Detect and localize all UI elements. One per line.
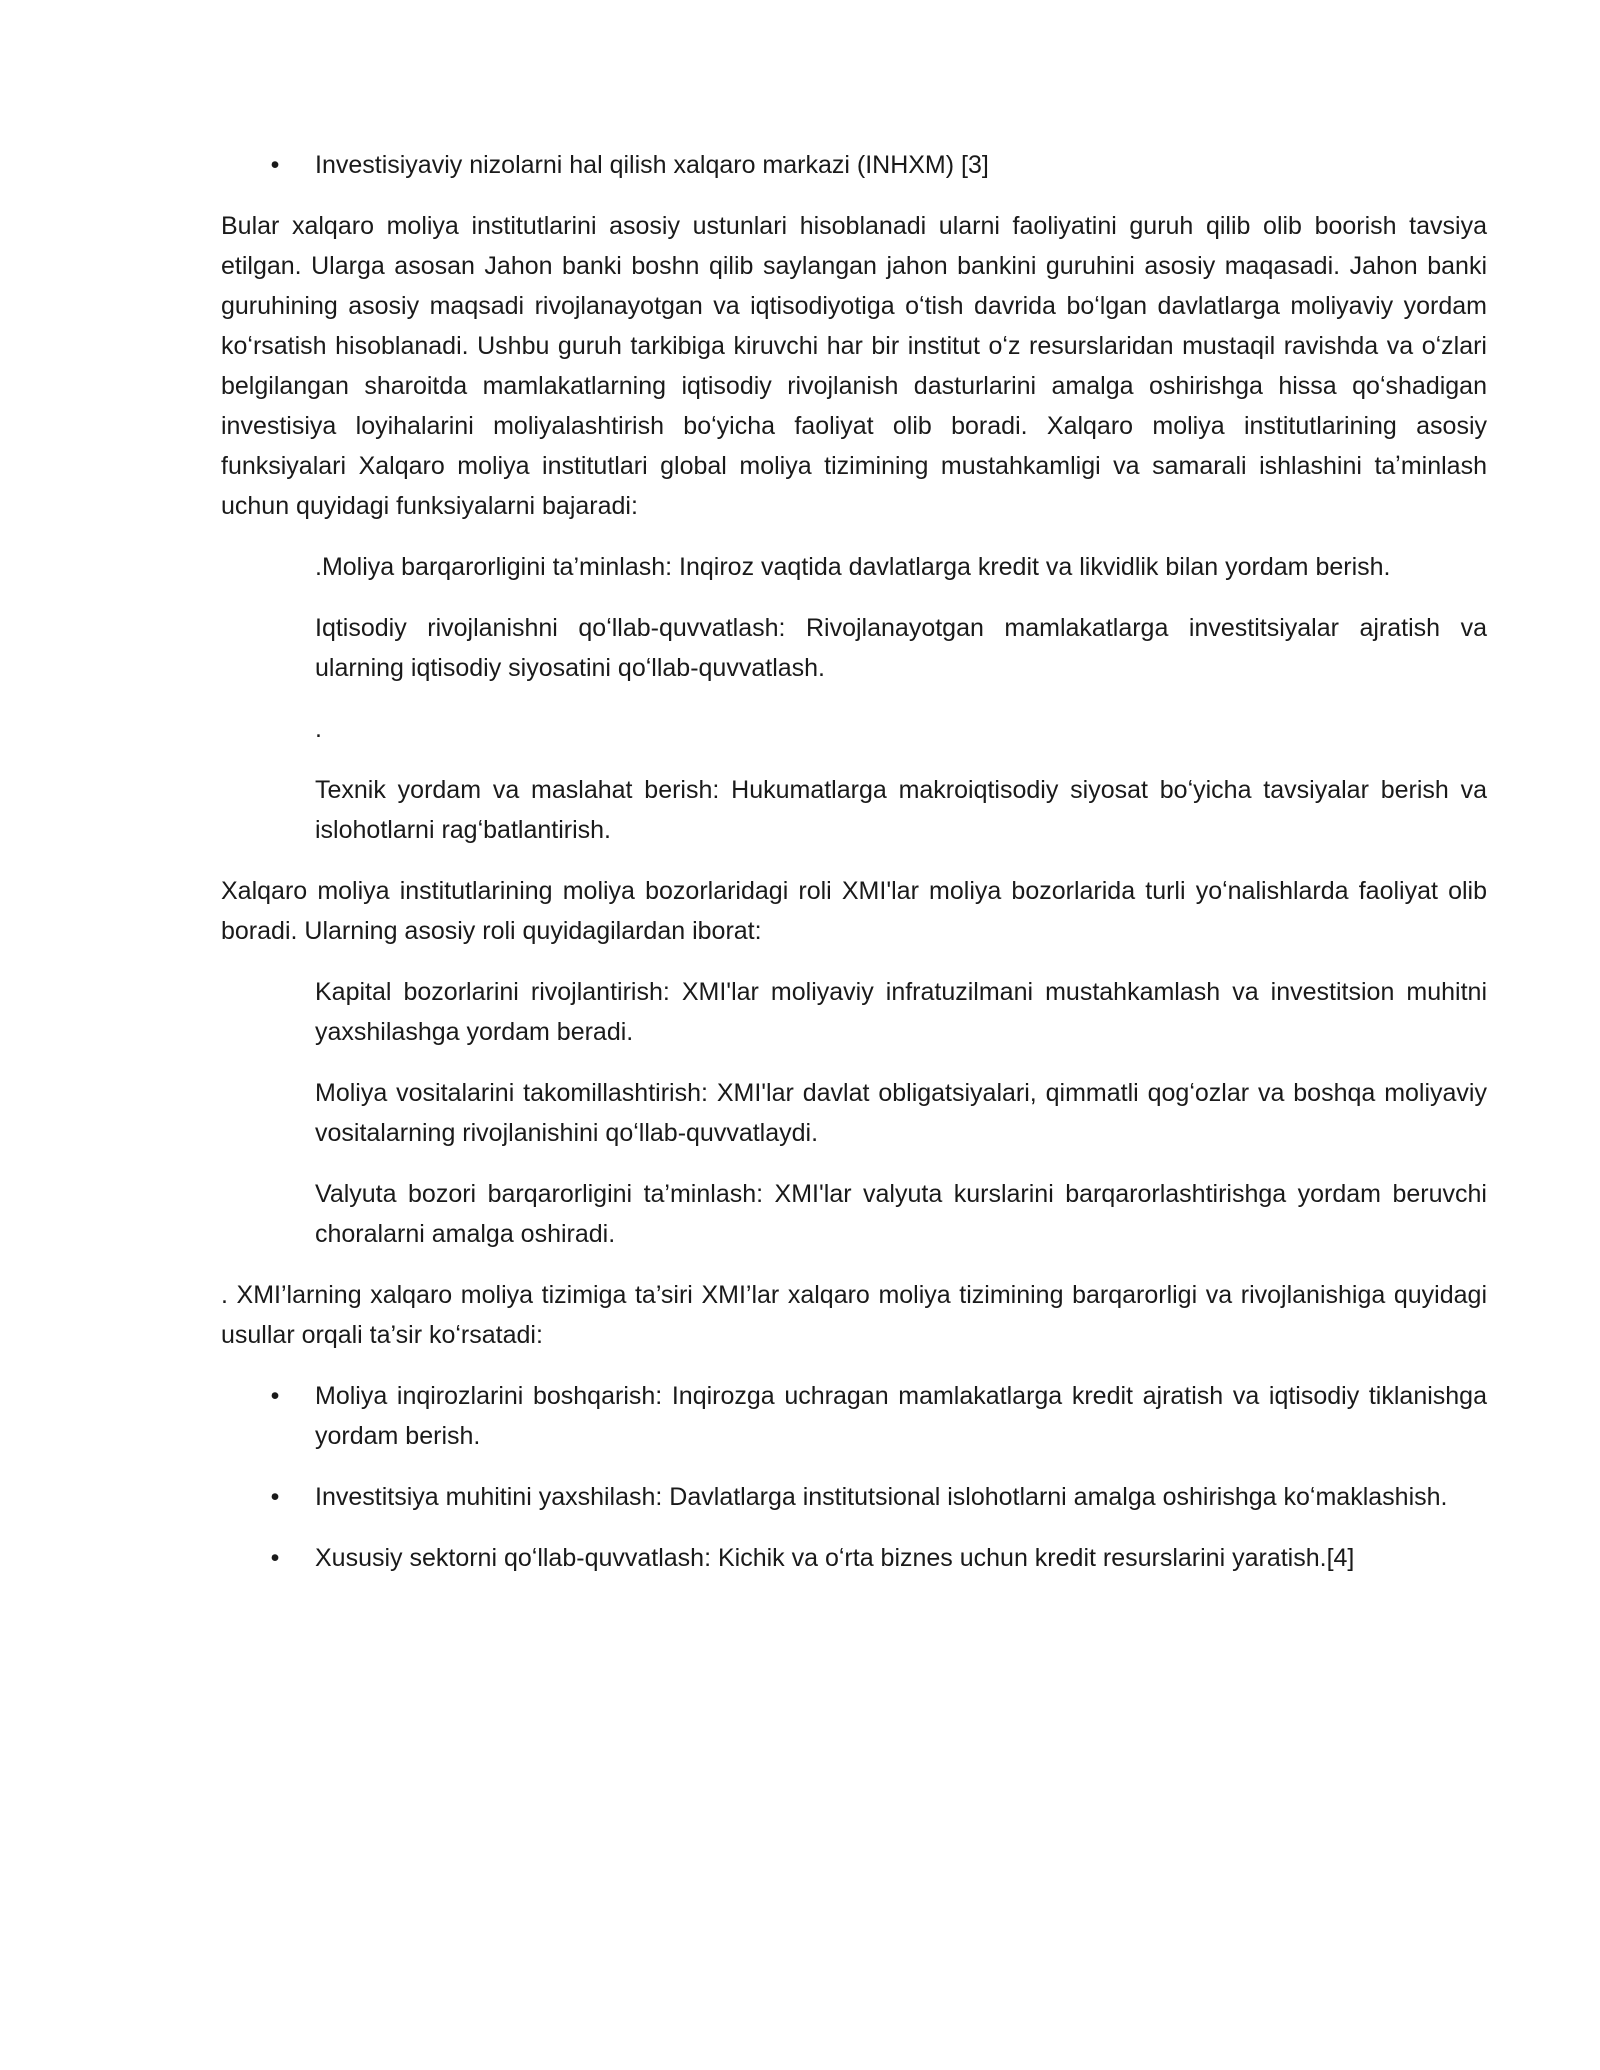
function-item: Texnik yordam va maslahat berish: Hukumatlarga makroiqtisodiy siyosat boʻyicha tavsiyalar berish va islohotlarni ragʻbatlantirish.: [315, 776, 1487, 844]
bullet-icon: •: [270, 1544, 280, 1572]
bullet-text: Xususiy sektorni qoʻllab-quvvatlash: Kichik va oʻrta biznes uchun kredit resurslarini yaratish.[4]: [315, 1544, 1355, 1572]
paragraph-intro: Bular xalqaro moliya institutlarini asosiy ustunlari hisoblanadi ularni faoliyatini guruh qilib olib boorish tavsiya etilgan. Ularga asosan Jahon banki boshn qilib saylangan jahon bankini guruhini asosiy maqasadi. Jahon banki guruhining asosiy maqsadi rivojlanayotgan va iqtisodiyotiga oʻtish davrida boʻlgan davlatlarga moliyaviy yordam koʻrsatish hisoblanadi. Ushbu guruh tarkibiga kiruvchi har bir institut oʻz resurslaridan mustaqil ravishda va oʻzlari belgilangan sharoitda mamlakatlarning iqtisodiy rivojlanish dasturlarini amalga oshirishga hissa qoʻshadigan investisiya loyihalarini moliyalashtirish boʻyicha faoliyat olib boradi. Xalqaro moliya institutlarining asosiy funksiyalari Xalqaro moliya institutlari global moliya tizimining mustahkamligi va samarali ishlashini taʼminlash uchun quyidagi funksiyalarni bajaradi:: [221, 212, 1487, 520]
impact-bullet-item: [270, 1477, 1487, 1517]
document-page: [221, 145, 1487, 1599]
bullet-icon: •: [270, 151, 280, 179]
bullet-icon: •: [270, 1483, 280, 1511]
role-item: Valyuta bozori barqarorligini ta’minlash: XMI'lar valyuta kurslarini barqarorlashtirishga yordam beruvchi choralarni amalga oshiradi.: [315, 1180, 1487, 1248]
impact-bullet-item: [270, 1376, 1487, 1456]
function-item-dot: .: [315, 715, 322, 743]
bullet-icon: •: [270, 1382, 280, 1410]
bullet-text: Investitsiya muhitini yaxshilash: Davlatlarga institutsional islohotlarni amalga oshirishga koʻmaklashish.: [315, 1483, 1448, 1511]
top-bullet-item: [270, 145, 1487, 185]
function-item: Iqtisodiy rivojlanishni qoʻllab-quvvatlash: Rivojlanayotgan mamlakatlarga investitsiyalar ajratish va ularning iqtisodiy siyosatini qoʻllab-quvvatlash.: [315, 614, 1487, 682]
role-item: Moliya vositalarini takomillashtirish: XMI'lar davlat obligatsiyalari, qimmatli qogʻozlar va boshqa moliyaviy vositalarning rivojlanishini qoʻllab-quvvatlaydi.: [315, 1079, 1487, 1147]
paragraph-impact-intro: . XMI’larning xalqaro moliya tizimiga ta’siri XMI’lar xalqaro moliya tizimining barqarorligi va rivojlanishiga quyidagi usullar orqali ta’sir koʻrsatadi:: [221, 1281, 1487, 1349]
bullet-text: Moliya inqirozlarini boshqarish: Inqirozga uchragan mamlakatlarga kredit ajratish va iqtisodiy tiklanishga yordam berish.: [315, 1382, 1487, 1450]
function-item: .Moliya barqarorligini ta’minlash: Inqiroz vaqtida davlatlarga kredit va likvidlik bilan yordam berish.: [315, 553, 1391, 581]
impact-bullet-item: [270, 1538, 1487, 1578]
bullet-text: Investisiyaviy nizolarni hal qilish xalqaro markazi (INHXM) [3]: [315, 151, 989, 179]
paragraph-roles-intro: Xalqaro moliya institutlarining moliya bozorlaridagi roli XMI'lar moliya bozorlarida turli yoʻnalishlarda faoliyat olib boradi. Ularning asosiy roli quyidagilardan iborat:: [221, 877, 1487, 945]
role-item: Kapital bozorlarini rivojlantirish: XMI'lar moliyaviy infratuzilmani mustahkamlash va investitsion muhitni yaxshilashga yordam beradi.: [315, 978, 1487, 1046]
